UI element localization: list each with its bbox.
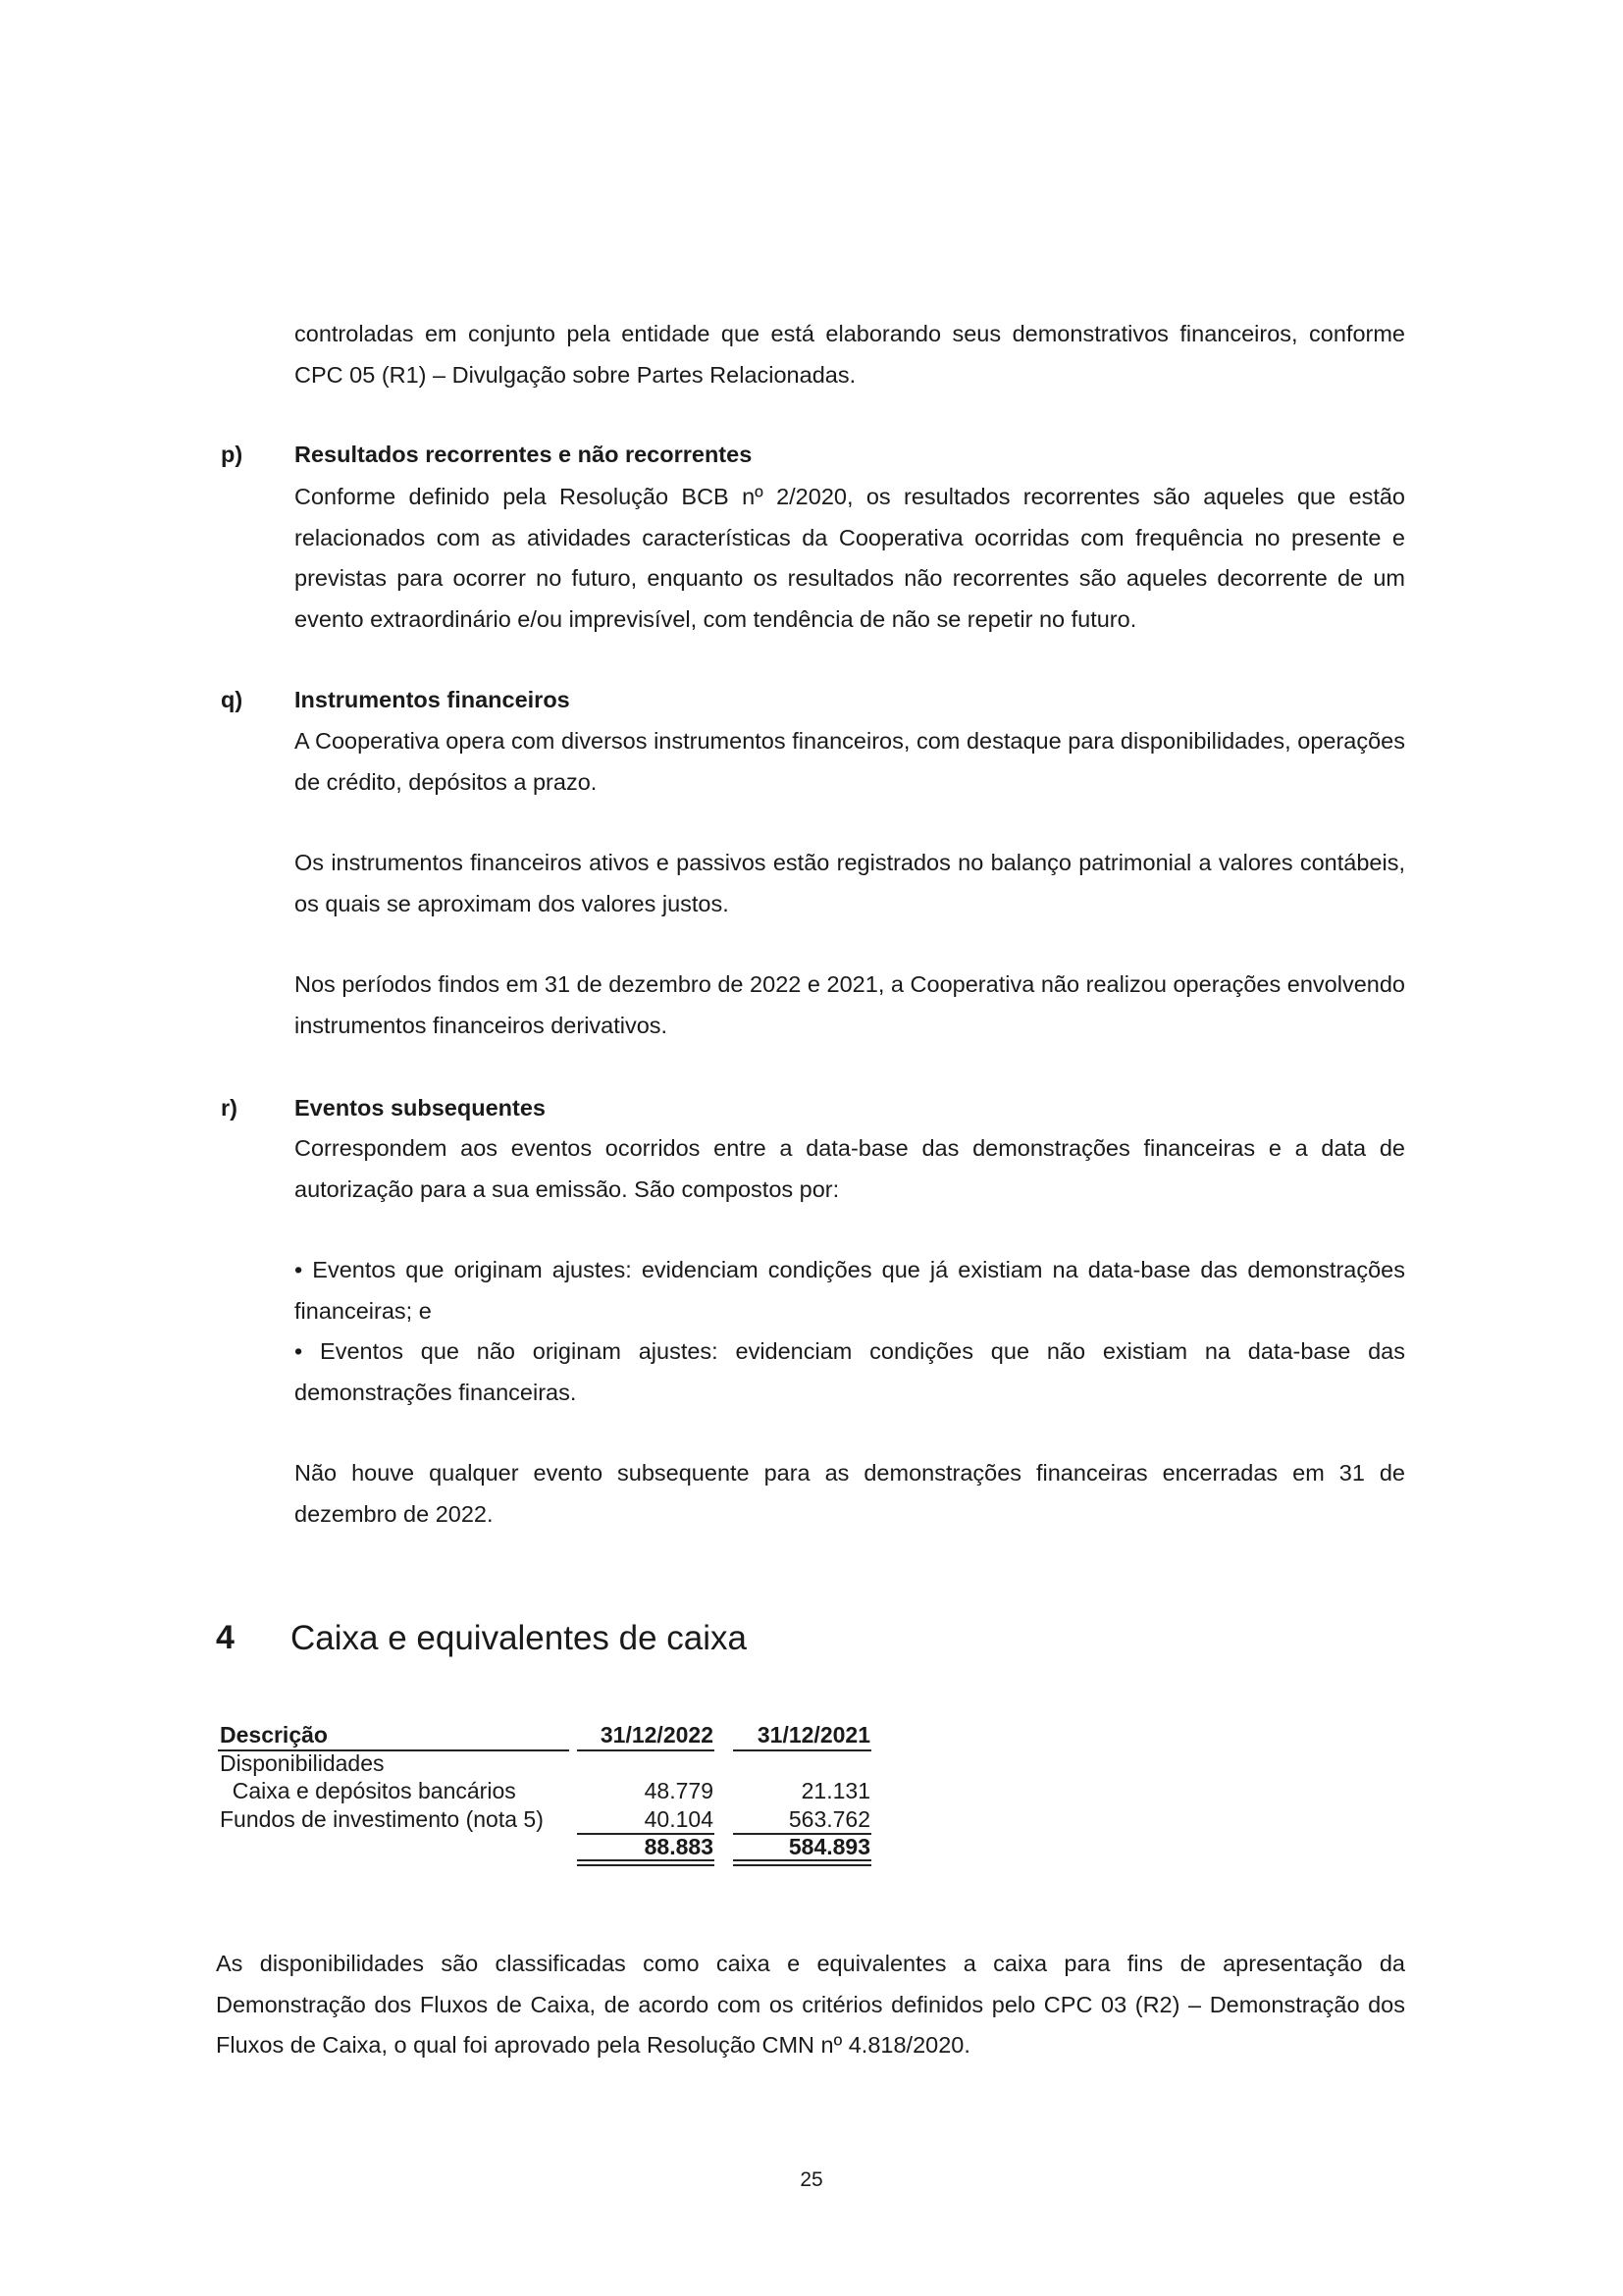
item-q-paragraph: Os instrumentos financeiros ativos e passivos estão registrados no balanço patrimonial a valores contábeis, os quais se aproximam dos valores justos. bbox=[294, 850, 1405, 916]
item-p-title: Resultados recorrentes e não recorrentes bbox=[294, 442, 753, 467]
item-q-paragraph: A Cooperativa opera com diversos instrumentos financeiros, com destaque para disponibilidades, operações de crédito, depósitos a prazo. bbox=[294, 728, 1405, 795]
item-r-paragraph: Correspondem aos eventos ocorridos entre a data-base das demonstrações financeiras e a data de autorização para a sua emissão. São compostos por: bbox=[294, 1135, 1405, 1202]
table-header-cell: 31/12/2022 bbox=[600, 1722, 713, 1748]
table-total-cell: 584.893 bbox=[788, 1834, 870, 1859]
item-r-paragraph: Não houve qualquer evento subsequente para as demonstrações financeiras encerradas em 31 de dezembro de 2022. bbox=[294, 1460, 1405, 1527]
section-title: Caixa e equivalentes de caixa bbox=[290, 1619, 748, 1657]
table-header-cell: Descrição bbox=[220, 1722, 328, 1748]
header-underline bbox=[218, 1749, 569, 1751]
item-p-label: p) bbox=[221, 442, 243, 467]
table-cell: Fundos de investimento (nota 5) bbox=[220, 1805, 544, 1832]
header-underline bbox=[577, 1749, 714, 1751]
table-cell: Caixa e depósitos bancários bbox=[220, 1778, 516, 1803]
item-r-title: Eventos subsequentes bbox=[294, 1095, 546, 1121]
table-total-cell: 88.883 bbox=[644, 1834, 713, 1859]
total-double-line bbox=[733, 1859, 871, 1866]
page-number: 25 bbox=[800, 2168, 823, 2191]
subtotal-line bbox=[733, 1833, 871, 1835]
table-cell: 563.762 bbox=[788, 1805, 870, 1832]
section-number: 4 bbox=[216, 1619, 235, 1656]
table-cell: 21.131 bbox=[801, 1778, 870, 1803]
item-p-paragraph: Conforme definido pela Resolução BCB nº 2/2020, os resultados recorrentes são aqueles que estão relacionados com as atividades características da Cooperativa ocorridas com frequência no presente e previstas para ocorrer no futuro, enquanto os resultados não recorrentes são aqueles decorrente de um evento extraordinário e/ou imprevisível, com tendência de não se repetir no futuro. bbox=[294, 484, 1405, 632]
item-r-label: r) bbox=[221, 1095, 237, 1121]
footer-paragraph: As disponibilidades são classificadas como caixa e equivalentes a caixa para fins de apresentação da Demonstração dos Fluxos de Caixa, de acordo com os critérios definidos pelo CPC 03 (R2) – Demonstração dos Fluxos de Caixa, o qual foi aprovado pela Resolução CMN nº 4.818/2020. bbox=[216, 1951, 1405, 2058]
table-cell: 48.779 bbox=[644, 1778, 713, 1803]
subtotal-line bbox=[577, 1833, 714, 1835]
item-r-bullet: • Eventos que originam ajustes: evidenciam condições que já existiam na data-base das demonstrações financeiras; e bbox=[294, 1257, 1405, 1324]
table-cell: 40.104 bbox=[644, 1805, 713, 1832]
total-double-line bbox=[577, 1859, 714, 1866]
item-q-label: q) bbox=[221, 687, 243, 712]
header-underline bbox=[733, 1749, 871, 1751]
table-cell: Disponibilidades bbox=[220, 1749, 385, 1776]
item-q-paragraph: Nos períodos findos em 31 de dezembro de 2022 e 2021, a Cooperativa não realizou operações envolvendo instrumentos financeiros derivativos. bbox=[294, 971, 1405, 1038]
item-q-title: Instrumentos financeiros bbox=[294, 687, 570, 712]
table-header-cell: 31/12/2021 bbox=[757, 1722, 870, 1748]
intro-paragraph: controladas em conjunto pela entidade que está elaborando seus demonstrativos financeiros, conforme CPC 05 (R1) – Divulgação sobre Partes Relacionadas. bbox=[294, 321, 1405, 388]
item-r-bullet: • Eventos que não originam ajustes: evidenciam condições que não existiam na data-base das demonstrações financeiras. bbox=[294, 1338, 1405, 1405]
